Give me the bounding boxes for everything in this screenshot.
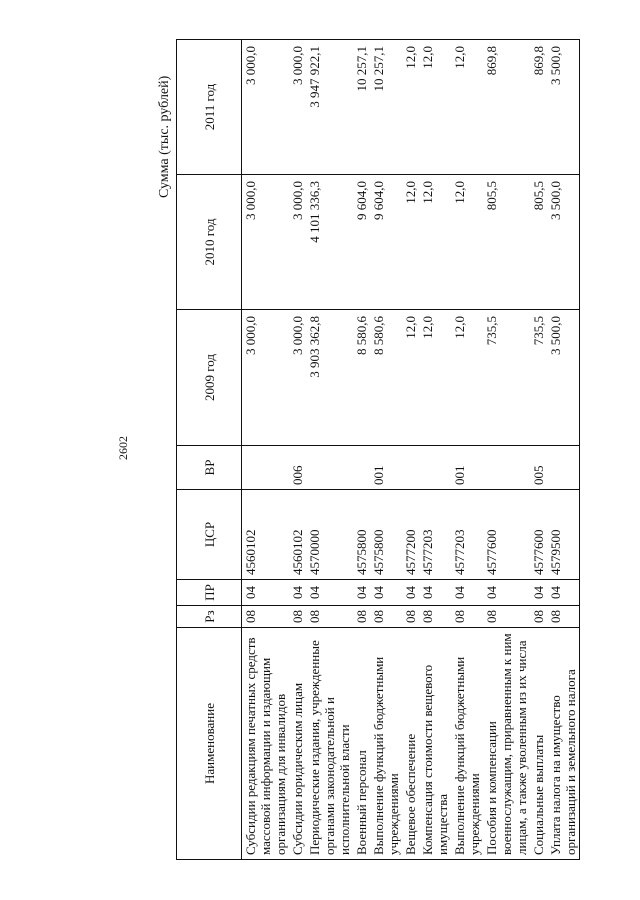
row-name-cell: Вещевое обеспечение	[402, 628, 419, 860]
row-2010-cell: 9 604,0	[370, 175, 402, 310]
row-2010-cell: 12,0	[451, 175, 483, 310]
row-2009-cell: 8 580,6	[370, 310, 402, 446]
header-rz: Рз	[177, 606, 242, 628]
row-rz-cell: 08	[483, 606, 530, 628]
row-name-cell: Выполнение функций бюджетными учреждениями	[451, 628, 483, 860]
rotated-content	[60, 40, 580, 860]
row-2011-cell: 10 257,1	[353, 40, 370, 175]
row-csr-cell: 4560102	[289, 490, 306, 580]
row-rz-cell: 08	[419, 606, 451, 628]
row-pr-cell: 04	[353, 580, 370, 606]
row-pr-cell: 04	[483, 580, 530, 606]
budget-table	[176, 39, 580, 860]
row-vr-cell	[306, 446, 353, 490]
row-name-cell: Периодические издания, учрежденные органами законодательной и исполнительной власти	[306, 628, 353, 860]
row-vr-cell	[483, 446, 530, 490]
row-pr-cell: 04	[451, 580, 483, 606]
header-vr: ВР	[177, 446, 242, 490]
row-rz-cell: 08	[306, 606, 353, 628]
row-name-cell: Выполнение функций бюджетными учреждениями	[370, 628, 402, 860]
row-2010-cell: 3 000,0	[242, 175, 290, 310]
row-pr-cell: 04	[242, 580, 290, 606]
row-2009-cell: 12,0	[419, 310, 451, 446]
table-row	[419, 40, 451, 860]
row-2009-cell: 3 500,0	[547, 310, 580, 446]
row-vr-cell	[402, 446, 419, 490]
row-2011-cell: 12,0	[419, 40, 451, 175]
table-row	[451, 40, 483, 860]
row-pr-cell: 04	[370, 580, 402, 606]
row-name-cell: Пособия и компенсации военнослужащим, приравненным к ним лицам, а также уволенным из их числа	[483, 628, 530, 860]
row-2010-cell: 3 000,0	[289, 175, 306, 310]
table-row	[353, 40, 370, 860]
row-2011-cell: 3 000,0	[242, 40, 290, 175]
table-row	[242, 40, 290, 860]
units-caption: Сумма (тыс. рублей)	[157, 75, 172, 198]
row-2011-cell: 3 000,0	[289, 40, 306, 175]
row-vr-cell: 005	[530, 446, 547, 490]
table-row	[483, 40, 530, 860]
table-row	[530, 40, 547, 860]
page-number: 2602	[116, 436, 130, 460]
row-2011-cell: 12,0	[402, 40, 419, 175]
row-csr-cell: 4577600	[483, 490, 530, 580]
row-2010-cell: 12,0	[402, 175, 419, 310]
row-csr-cell: 4575800	[370, 490, 402, 580]
row-csr-cell: 4577203	[419, 490, 451, 580]
row-vr-cell	[353, 446, 370, 490]
row-csr-cell: 4575800	[353, 490, 370, 580]
header-2009: 2009 год	[177, 310, 242, 446]
row-2009-cell: 3 000,0	[242, 310, 290, 446]
header-2010: 2010 год	[177, 175, 242, 310]
row-pr-cell: 04	[402, 580, 419, 606]
row-2009-cell: 3 903 362,8	[306, 310, 353, 446]
row-rz-cell: 08	[289, 606, 306, 628]
row-rz-cell: 08	[353, 606, 370, 628]
table-row	[370, 40, 402, 860]
row-2011-cell: 3 947 922,1	[306, 40, 353, 175]
row-2010-cell: 12,0	[419, 175, 451, 310]
row-2009-cell: 8 580,6	[353, 310, 370, 446]
row-2011-cell: 12,0	[451, 40, 483, 175]
header-csr: ЦСР	[177, 490, 242, 580]
header-pr: ПР	[177, 580, 242, 606]
row-2009-cell: 12,0	[451, 310, 483, 446]
row-pr-cell: 04	[530, 580, 547, 606]
table-row	[402, 40, 419, 860]
row-2011-cell: 869,8	[530, 40, 547, 175]
row-vr-cell: 001	[370, 446, 402, 490]
row-vr-cell: 006	[289, 446, 306, 490]
row-pr-cell: 04	[419, 580, 451, 606]
row-name-cell: Военный персонал	[353, 628, 370, 860]
row-2010-cell: 805,5	[483, 175, 530, 310]
row-2009-cell: 3 000,0	[289, 310, 306, 446]
row-2010-cell: 805,5	[530, 175, 547, 310]
row-2011-cell: 869,8	[483, 40, 530, 175]
table-header-row	[177, 40, 242, 860]
row-2010-cell: 9 604,0	[353, 175, 370, 310]
row-2009-cell: 735,5	[483, 310, 530, 446]
row-pr-cell: 04	[306, 580, 353, 606]
row-rz-cell: 08	[547, 606, 580, 628]
row-2010-cell: 3 500,0	[547, 175, 580, 310]
row-csr-cell: 4579500	[547, 490, 580, 580]
row-2011-cell: 3 500,0	[547, 40, 580, 175]
row-csr-cell: 4577203	[451, 490, 483, 580]
row-rz-cell: 08	[370, 606, 402, 628]
row-csr-cell: 4570000	[306, 490, 353, 580]
table-wrapper	[60, 40, 580, 860]
header-2011: 2011 год	[177, 40, 242, 175]
row-csr-cell: 4577200	[402, 490, 419, 580]
row-name-cell: Социальные выплаты	[530, 628, 547, 860]
row-pr-cell: 04	[289, 580, 306, 606]
header-name: Наименование	[177, 628, 242, 860]
table-body	[242, 40, 580, 860]
row-csr-cell: 4560102	[242, 490, 290, 580]
row-name-cell: Субсидии юридическим лицам	[289, 628, 306, 860]
row-rz-cell: 08	[451, 606, 483, 628]
table-row	[306, 40, 353, 860]
row-2009-cell: 735,5	[530, 310, 547, 446]
row-vr-cell	[242, 446, 290, 490]
row-2011-cell: 10 257,1	[370, 40, 402, 175]
row-name-cell: Компенсация стоимости вещевого имущества	[419, 628, 451, 860]
row-name-cell: Субсидии редакциям печатных средств массовой информации и издающим организациям для инвалидов	[242, 628, 290, 860]
row-rz-cell: 08	[242, 606, 290, 628]
row-vr-cell	[419, 446, 451, 490]
row-vr-cell	[547, 446, 580, 490]
row-vr-cell: 001	[451, 446, 483, 490]
row-name-cell: Уплата налога на имущество организаций и земельного налога	[547, 628, 580, 860]
row-rz-cell: 08	[402, 606, 419, 628]
row-csr-cell: 4577600	[530, 490, 547, 580]
row-rz-cell: 08	[530, 606, 547, 628]
row-2010-cell: 4 101 336,3	[306, 175, 353, 310]
table-row	[289, 40, 306, 860]
row-2009-cell: 12,0	[402, 310, 419, 446]
row-pr-cell: 04	[547, 580, 580, 606]
table-row	[547, 40, 580, 860]
